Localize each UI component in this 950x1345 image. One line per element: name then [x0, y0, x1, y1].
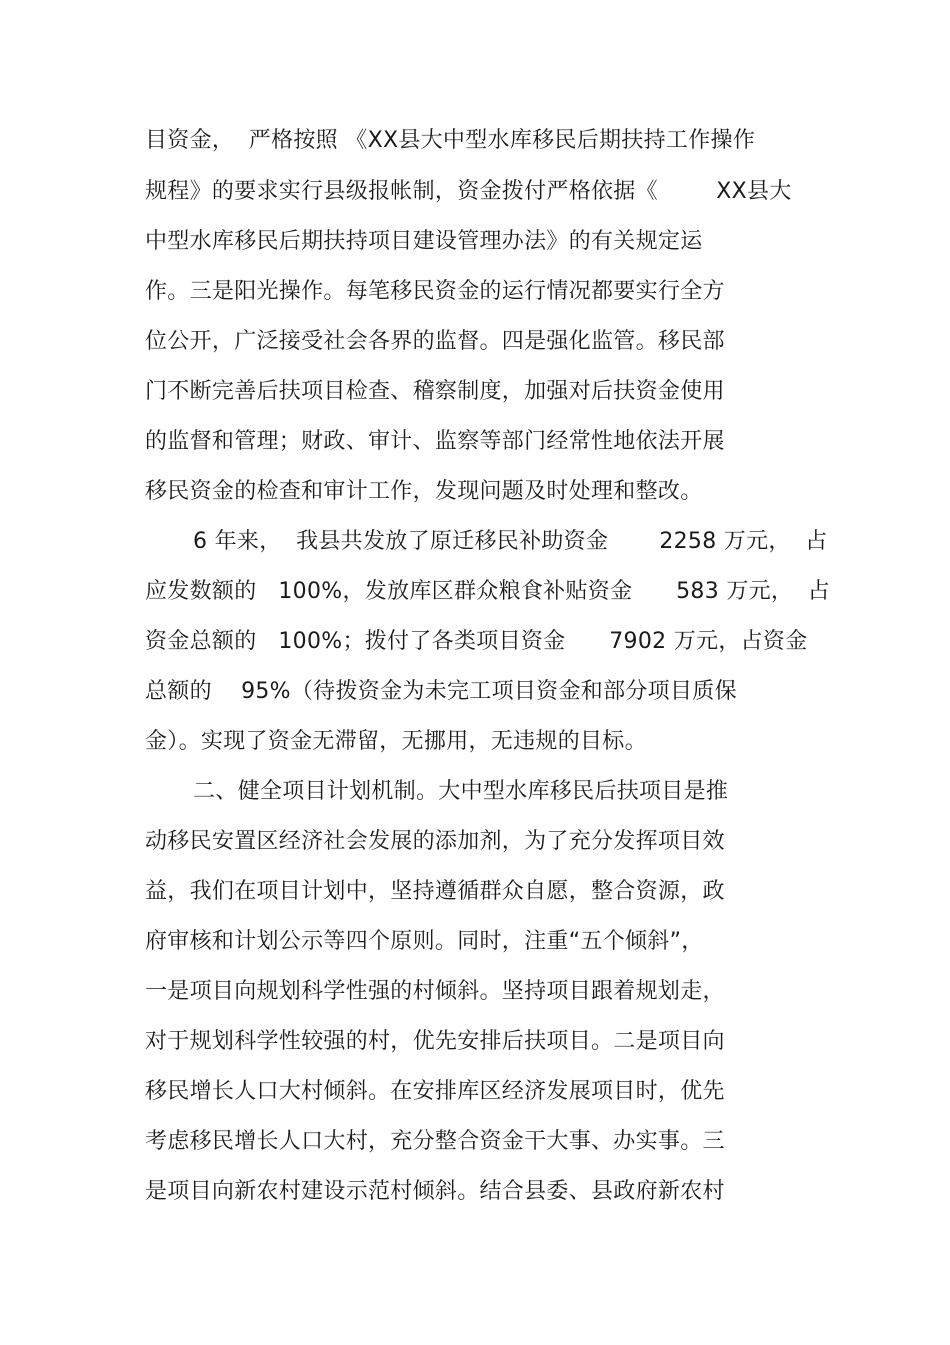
text-line-12: 总额的 95%（待拨资金为未完工项目资金和部分项目质保 — [145, 679, 737, 704]
text-line-18: 一是项目向规划科学性强的村倾斜。坚持项目跟着规划走， — [145, 979, 725, 1004]
text-line-2: 规程》的要求实行县级报帐制，资金拨付严格依据《 XX县大 — [145, 179, 792, 204]
text-line-19: 对于规划科学性较强的村，优先安排后扶项目。二是项目向 — [145, 1029, 725, 1054]
text-line-13: 金）。实现了资金无滞留，无挪用，无违规的目标。 — [145, 729, 647, 754]
text-line-1: 目资金， 严格按照 《XX县大中型水库移民后期扶持工作操作 — [145, 128, 756, 153]
text-line-9: 6 年来， 我县共发放了原迁移民补助资金 2258 万元， 占 — [193, 529, 828, 554]
text-line-10: 应发数额的 100%，发放库区群众粮食补贴资金 583 万元， 占 — [145, 579, 831, 604]
text-line-14: 二、健全项目计划机制。大中型水库移民后扶项目是推 — [193, 779, 729, 804]
text-line-5: 位公开，广泛接受社会各界的监督。四是强化监管。移民部 — [145, 329, 725, 354]
text-line-20: 移民增长人口大村倾斜。在安排库区经济发展项目时，优先 — [145, 1079, 725, 1104]
text-line-3: 中型水库移民后期扶持项目建设管理办法》的有关规定运 — [145, 229, 703, 254]
text-line-7: 的监督和管理；财政、审计、监察等部门经常性地依法开展 — [145, 429, 725, 454]
text-line-16: 益，我们在项目计划中，坚持遵循群众自愿，整合资源，政 — [145, 879, 725, 904]
text-line-15: 动移民安置区经济社会发展的添加剂，为了充分发挥项目效 — [145, 829, 725, 854]
text-line-21: 考虑移民增长人口大村，充分整合资金干大事、办实事。三 — [145, 1129, 725, 1154]
text-line-8: 移民资金的检查和审计工作，发现问题及时处理和整改。 — [145, 479, 703, 504]
text-line-17: 府审核和计划公示等四个原则。同时，注重“五个倾斜”， — [145, 929, 704, 954]
text-line-11: 资金总额的 100%；拨付了各类项目资金 7902 万元，占资金 — [145, 629, 808, 654]
text-line-4: 作。三是阳光操作。每笔移民资金的运行情况都要实行全方 — [145, 279, 725, 304]
text-line-6: 门不断完善后扶项目检查、稽察制度，加强对后扶资金使用 — [145, 379, 725, 404]
text-line-22: 是项目向新农村建设示范村倾斜。结合县委、县政府新农村 — [145, 1179, 725, 1204]
